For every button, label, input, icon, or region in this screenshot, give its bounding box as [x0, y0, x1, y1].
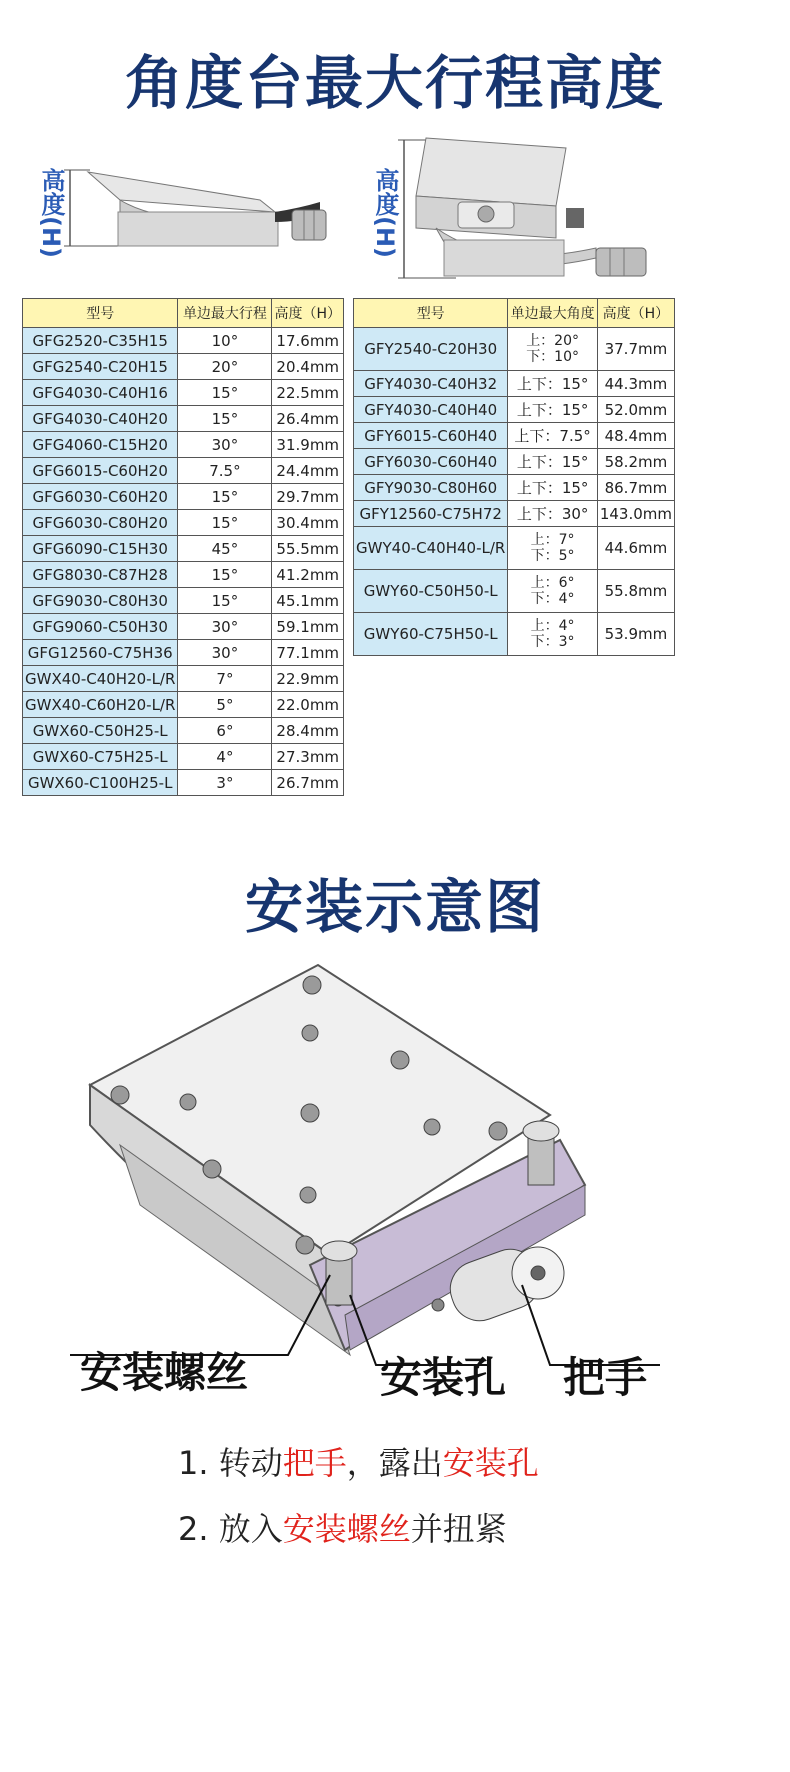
table-row: [23, 562, 344, 588]
cell-value: 15°: [178, 380, 272, 406]
cell-value: 20°: [178, 354, 272, 380]
cell-height: 86.7mm: [597, 475, 674, 501]
callout-handle: 把手: [563, 1353, 648, 1402]
cell-value: 15°: [178, 510, 272, 536]
cell-value: 3°: [178, 770, 272, 796]
cell-model: GWX60-C75H25-L: [23, 744, 178, 770]
table-row: [354, 371, 675, 397]
table-row: [23, 692, 344, 718]
cell-model: GFG6015-C60H20: [23, 458, 178, 484]
table-row: [354, 613, 675, 656]
cell-height: 27.3mm: [272, 744, 344, 770]
table-row: [23, 458, 344, 484]
spec-table-right: [353, 298, 675, 656]
step-2-prefix: 2. 放入: [178, 1510, 283, 1548]
table-row: [23, 718, 344, 744]
cell-height: 30.4mm: [272, 510, 344, 536]
header-stroke: 单边最大行程: [178, 299, 272, 328]
table-row: [354, 328, 675, 371]
cell-height: 28.4mm: [272, 718, 344, 744]
table-row: [23, 770, 344, 796]
section-title-install: 安装示意图: [244, 873, 545, 941]
step-1: [178, 1438, 539, 1484]
table-row: [354, 570, 675, 613]
cell-value: 15°: [178, 588, 272, 614]
page-title: 角度台最大行程高度: [124, 49, 665, 117]
cell-height: 59.1mm: [272, 614, 344, 640]
cell-model: GWX60-C50H25-L: [23, 718, 178, 744]
header-model: 型号: [354, 299, 508, 328]
cell-model: GWX40-C40H20-L/R: [23, 666, 178, 692]
cell-value: 30°: [178, 640, 272, 666]
cell-height: 41.2mm: [272, 562, 344, 588]
cell-value: [508, 570, 597, 613]
table-row: [23, 328, 344, 354]
cell-model: GFY6015-C60H40: [354, 423, 508, 449]
step-1-handle: 把手: [282, 1444, 347, 1482]
cell-height: 55.8mm: [597, 570, 674, 613]
table-row: [23, 484, 344, 510]
cell-value: 上下：15°: [508, 397, 597, 423]
cell-model: GFY6030-C60H40: [354, 449, 508, 475]
cell-value: [508, 613, 597, 656]
cell-height: 45.1mm: [272, 588, 344, 614]
table-row: [23, 354, 344, 380]
cell-value-line: 下：3°: [530, 634, 575, 650]
callout-screw: 安装螺丝: [80, 1348, 249, 1397]
cell-model: GFY4030-C40H32: [354, 371, 508, 397]
cell-height: 48.4mm: [597, 423, 674, 449]
step-1-mid: ，露出: [346, 1444, 443, 1482]
header-angle: 单边最大角度: [508, 299, 597, 328]
cell-value-line: 上：4°: [530, 618, 575, 634]
cell-height: 22.9mm: [272, 666, 344, 692]
cell-model: GFY2540-C20H30: [354, 328, 508, 371]
step-2-screw: 安装螺丝: [282, 1510, 411, 1548]
cell-model: GWY40-C40H40-L/R: [354, 527, 508, 570]
cell-value: 15°: [178, 562, 272, 588]
cell-model: GWX40-C60H20-L/R: [23, 692, 178, 718]
cell-value: 5°: [178, 692, 272, 718]
cell-value: 30°: [178, 614, 272, 640]
cell-height: 31.9mm: [272, 432, 344, 458]
height-label-left: 高度(H): [37, 168, 65, 259]
cell-height: 26.7mm: [272, 770, 344, 796]
cell-height: 55.5mm: [272, 536, 344, 562]
cell-value: 上下：15°: [508, 371, 597, 397]
table-row: [354, 527, 675, 570]
cell-value: 上下：15°: [508, 449, 597, 475]
cell-value: [508, 527, 597, 570]
cell-model: GWY60-C75H50-L: [354, 613, 508, 656]
table-row: [23, 640, 344, 666]
cell-value: 7.5°: [178, 458, 272, 484]
cell-value: [508, 328, 597, 371]
table-row: [354, 397, 675, 423]
cell-value-line: 下：10°: [526, 349, 580, 365]
cell-value: 30°: [178, 432, 272, 458]
cell-height: 58.2mm: [597, 449, 674, 475]
table-row: [23, 666, 344, 692]
cell-height: 24.4mm: [272, 458, 344, 484]
header-height: 高度（H）: [597, 299, 674, 328]
cell-height: 44.6mm: [597, 527, 674, 570]
cell-value: 6°: [178, 718, 272, 744]
cell-model: GFG9060-C50H30: [23, 614, 178, 640]
cell-value-line: 上：6°: [530, 575, 575, 591]
table-row: [23, 536, 344, 562]
cell-value: 上下：30°: [508, 501, 597, 527]
table-row: [23, 510, 344, 536]
cell-height: 143.0mm: [597, 501, 674, 527]
stage-figure-right: [396, 130, 666, 280]
table-row: [354, 449, 675, 475]
cell-value: 4°: [178, 744, 272, 770]
callout-hole: 安装孔: [380, 1353, 507, 1402]
installation-illustration: [60, 955, 680, 1375]
table-row: [23, 432, 344, 458]
cell-height: 77.1mm: [272, 640, 344, 666]
cell-height: 44.3mm: [597, 371, 674, 397]
cell-model: GFG4030-C40H20: [23, 406, 178, 432]
cell-model: GFG2540-C20H15: [23, 354, 178, 380]
cell-model: GFG4030-C40H16: [23, 380, 178, 406]
cell-value: 15°: [178, 484, 272, 510]
cell-value: 上下：7.5°: [508, 423, 597, 449]
cell-model: GFG9030-C80H30: [23, 588, 178, 614]
cell-height: 20.4mm: [272, 354, 344, 380]
spec-table-left: [22, 298, 344, 796]
cell-model: GFG2520-C35H15: [23, 328, 178, 354]
cell-value-line: 下：4°: [530, 591, 575, 607]
cell-value: 上下：15°: [508, 475, 597, 501]
table-row: [354, 423, 675, 449]
table-row: [23, 380, 344, 406]
cell-height: 37.7mm: [597, 328, 674, 371]
cell-height: 26.4mm: [272, 406, 344, 432]
header-model: 型号: [23, 299, 178, 328]
table-row: [23, 744, 344, 770]
cell-height: 22.0mm: [272, 692, 344, 718]
cell-model: GFG6090-C15H30: [23, 536, 178, 562]
cell-value: 15°: [178, 406, 272, 432]
table-row: [23, 588, 344, 614]
table-row: [354, 475, 675, 501]
step-2: [178, 1504, 507, 1550]
cell-model: GFG8030-C87H28: [23, 562, 178, 588]
table-row: [23, 406, 344, 432]
step-1-hole: 安装孔: [442, 1444, 539, 1482]
cell-height: 17.6mm: [272, 328, 344, 354]
cell-model: GWX60-C100H25-L: [23, 770, 178, 796]
height-label-right: 高度(H): [371, 168, 399, 259]
cell-height: 29.7mm: [272, 484, 344, 510]
cell-model: GFY4030-C40H40: [354, 397, 508, 423]
cell-value: 7°: [178, 666, 272, 692]
step-2-suffix: 并扭紧: [410, 1510, 507, 1548]
header-height: 高度（H）: [272, 299, 344, 328]
cell-model: GFG6030-C60H20: [23, 484, 178, 510]
step-1-prefix: 1. 转动: [178, 1444, 283, 1482]
cell-model: GFG6030-C80H20: [23, 510, 178, 536]
cell-value-line: 上：7°: [530, 532, 575, 548]
cell-value-line: 上：20°: [526, 333, 580, 349]
cell-model: GWY60-C50H50-L: [354, 570, 508, 613]
cell-value: 10°: [178, 328, 272, 354]
cell-value: 45°: [178, 536, 272, 562]
table-row: [354, 501, 675, 527]
cell-model: GFG12560-C75H36: [23, 640, 178, 666]
table-row: [23, 614, 344, 640]
cell-height: 22.5mm: [272, 380, 344, 406]
cell-model: GFG4060-C15H20: [23, 432, 178, 458]
cell-model: GFY9030-C80H60: [354, 475, 508, 501]
cell-model: GFY12560-C75H72: [354, 501, 508, 527]
cell-value-line: 下：5°: [530, 548, 575, 564]
cell-height: 52.0mm: [597, 397, 674, 423]
stage-figure-left: [60, 160, 340, 250]
cell-height: 53.9mm: [597, 613, 674, 656]
